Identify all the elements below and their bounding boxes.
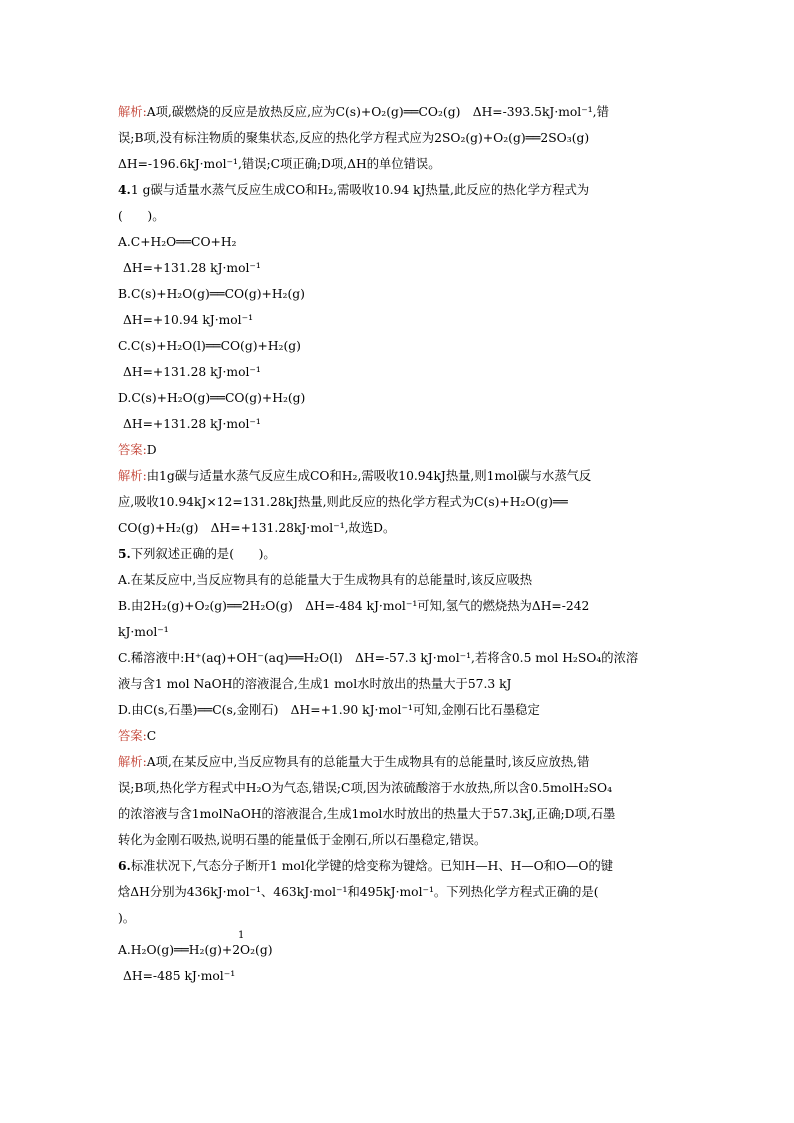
option-a (118, 229, 678, 255)
question-5-stem (118, 541, 678, 567)
analysis-label: 解析: (118, 755, 147, 769)
explanation-line (118, 801, 678, 827)
option-text: ΔH=+131.28 kJ·mol⁻¹ (123, 365, 261, 379)
option-d-delta-h (118, 411, 678, 437)
question-number: 6. (118, 858, 131, 873)
option-c (118, 333, 678, 359)
option-text: ΔH=+10.94 kJ·mol⁻¹ (123, 313, 254, 327)
option-text: C.稀溶液中:H⁺(aq)+OH⁻(aq)══H₂O(l) ΔH=-57.3 kJ·mol⁻¹,若将含0.5 mol H₂SO₄的浓溶 (118, 651, 639, 665)
explanation-line (118, 99, 678, 125)
explanation-text: 的浓溶液与含1molNaOH的溶液混合,生成1mol水时放出的热量大于57.3kJ,正确;D项,石墨 (118, 807, 616, 821)
option-b (118, 593, 678, 619)
fraction-numerator: 1 (238, 930, 245, 941)
answer-label: 答案: (118, 443, 147, 457)
answer-value: C (146, 729, 157, 743)
option-text: ΔH=+131.28 kJ·mol⁻¹ (123, 417, 261, 431)
question-6-stem-end (118, 905, 678, 931)
question-number: 4. (118, 182, 131, 197)
explanation-line (118, 463, 678, 489)
explanation-line (118, 515, 678, 541)
answer-line (118, 437, 678, 463)
option-c (118, 645, 678, 671)
question-6-stem (118, 853, 678, 879)
option-text: B.C(s)+H₂O(g)══CO(g)+H₂(g) (118, 287, 305, 301)
option-text: ΔH=+131.28 kJ·mol⁻¹ (123, 261, 261, 275)
explanation-text: A项,在某反应中,当反应物具有的总能量大于生成物具有的总能量时,该反应放热,错 (146, 755, 590, 769)
question-number: 5. (118, 546, 131, 561)
analysis-label: 解析: (118, 105, 147, 119)
question-4-stem (118, 177, 678, 203)
explanation-text: 应,吸收10.94kJ×12=131.28kJ热量,则此反应的热化学方程式为C(s)+H₂O(g)══ (118, 495, 568, 509)
option-text: B.由2H₂(g)+O₂(g)══2H₂O(g) ΔH=-484 kJ·mol⁻¹可知,氢气的燃烧热为ΔH=-242 (118, 599, 590, 613)
option-d (118, 385, 678, 411)
option-d (118, 697, 678, 723)
option-b-delta-h (118, 307, 678, 333)
option-text: 液与含1 mol NaOH的溶液混合,生成1 mol水时放出的热量大于57.3 kJ (118, 677, 512, 691)
explanation-text: A项,碳燃烧的反应是放热反应,应为C(s)+O₂(g)══CO₂(g) ΔH=-393.5kJ·mol⁻¹,错 (146, 105, 609, 119)
question-text: 1 g碳与适量水蒸气反应生成CO和H₂,需吸收10.94 kJ热量,此反应的热化学方程式为 (130, 183, 590, 197)
answer-value: D (146, 443, 157, 457)
explanation-text: 由1g碳与适量水蒸气反应生成CO和H₂,需吸收10.94kJ热量,则1mol碳与水蒸气反 (146, 469, 592, 483)
option-text: A.C+H₂O══CO+H₂ (118, 235, 237, 249)
document-content (118, 99, 678, 989)
question-4-stem-cont (118, 203, 678, 229)
question-text: )。 (118, 911, 136, 925)
option-text: D.由C(s,石墨)══C(s,金刚石) ΔH=+1.90 kJ·mol⁻¹可知,金刚石比石墨稳定 (118, 703, 540, 717)
explanation-text: 误;B项,热化学方程式中H₂O为气态,错误;C项,因为浓硫酸溶于水放热,所以含0.5molH₂SO₄ (118, 781, 613, 795)
explanation-line (118, 151, 678, 177)
option-b (118, 281, 678, 307)
answer-line (118, 723, 678, 749)
option-a (118, 930, 678, 963)
explanation-line (118, 775, 678, 801)
explanation-line (118, 489, 678, 515)
explanation-line (118, 125, 678, 151)
option-text: ΔH=-485 kJ·mol⁻¹ (123, 969, 236, 983)
option-b-cont (118, 619, 678, 645)
option-text: C.C(s)+H₂O(l)══CO(g)+H₂(g) (118, 339, 301, 353)
option-a-delta-h (118, 255, 678, 281)
explanation-text: ΔH=-196.6kJ·mol⁻¹,错误;C项正确;D项,ΔH的单位错误。 (118, 157, 441, 171)
explanation-line (118, 827, 678, 853)
option-a-delta-h (118, 963, 678, 989)
question-text: ( )。 (118, 209, 165, 223)
option-text: A.在某反应中,当反应物具有的总能量大于生成物具有的总能量时,该反应吸热 (118, 573, 533, 587)
option-c-delta-h (118, 359, 678, 385)
explanation-text: CO(g)+H₂(g) ΔH=+131.28kJ·mol⁻¹,故选D。 (118, 521, 396, 535)
option-a (118, 567, 678, 593)
question-text: 标准状况下,气态分子断开1 mol化学键的焓变称为键焓。已知H—H、H—O和O—O的键 (130, 859, 614, 873)
analysis-label: 解析: (118, 469, 147, 483)
explanation-line (118, 749, 678, 775)
question-6-stem-cont (118, 879, 678, 905)
question-text: 下列叙述正确的是( )。 (130, 547, 276, 561)
option-c-cont (118, 671, 678, 697)
explanation-text: 误;B项,没有标注物质的聚集状态,反应的热化学方程式应为2SO₂(g)+O₂(g)══2SO₃(g) (118, 131, 590, 145)
question-text: 焓ΔH分别为436kJ·mol⁻¹、463kJ·mol⁻¹和495kJ·mol⁻¹。下列热化学方程式正确的是( (118, 885, 599, 899)
answer-label: 答案: (118, 729, 147, 743)
option-text: A.H₂O(g)══H₂(g)+2O₂(g) (118, 943, 273, 957)
option-text: kJ·mol⁻¹ (118, 625, 169, 639)
explanation-text: 转化为金刚石吸热,说明石墨的能量低于金刚石,所以石墨稳定,错误。 (118, 833, 487, 847)
option-text: D.C(s)+H₂O(g)══CO(g)+H₂(g) (118, 391, 306, 405)
